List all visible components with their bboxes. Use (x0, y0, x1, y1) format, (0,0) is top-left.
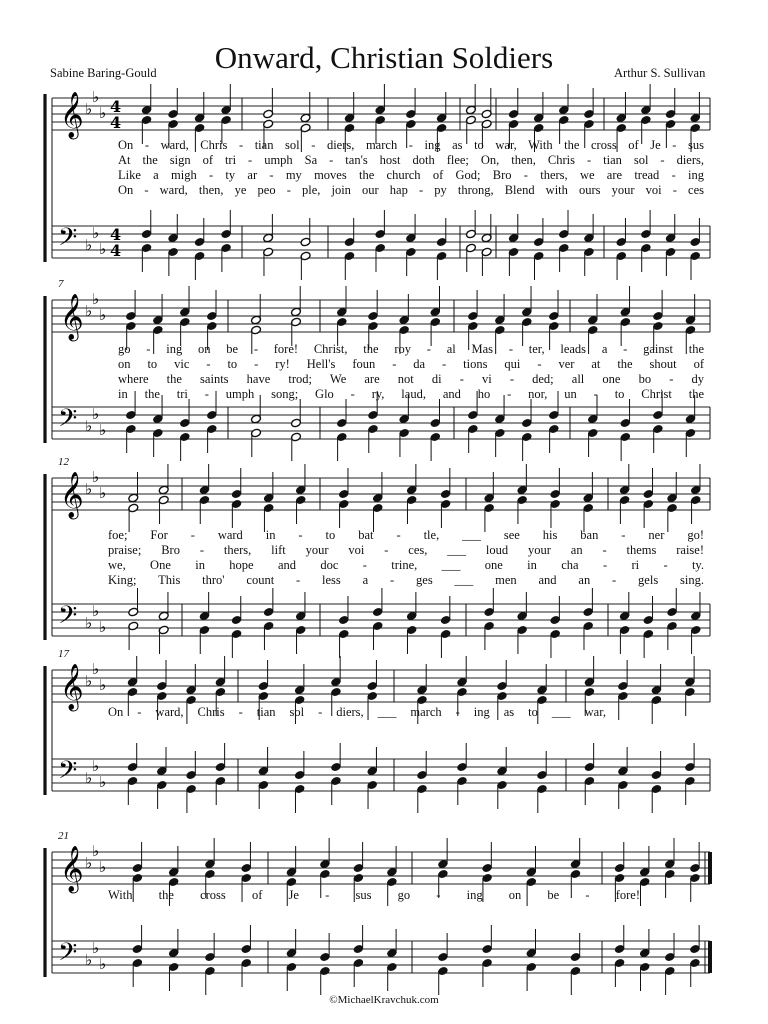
flat-sign: ♭ (99, 306, 107, 324)
time-signature: 4 (110, 97, 122, 116)
flat-sign: ♭ (99, 104, 107, 122)
lyric-verse-1: With the cross of Je - sus go - ing on be - fore! (108, 888, 640, 902)
flat-sign: ♭ (99, 240, 107, 258)
flat-sign: ♭ (92, 660, 100, 678)
flat-sign: ♭ (92, 405, 100, 423)
flat-sign: ♭ (85, 769, 93, 787)
bass-clef: 𝄢 (58, 756, 78, 791)
flat-sign: ♭ (99, 676, 107, 694)
flat-sign: ♭ (99, 618, 107, 636)
composer-credit: Arthur S. Sullivan (614, 66, 706, 80)
flat-sign: ♭ (85, 672, 93, 690)
flat-sign: ♭ (99, 858, 107, 876)
flat-sign: ♭ (99, 421, 107, 439)
lyric-verse-3: where the saints have trod; We are not di - vi - ded; all one bo - dy (118, 372, 704, 386)
flat-sign: ♭ (99, 773, 107, 791)
measure-number: 21 (58, 830, 69, 842)
flat-sign: ♭ (85, 236, 93, 254)
lyric-verse-3: we, One in hope and doc - trine, ___ one in cha - ri - ty. (108, 558, 704, 572)
lyricist-credit: Sabine Baring-Gould (50, 66, 157, 80)
time-signature: 4 (110, 241, 122, 260)
measure-number: 17 (58, 648, 69, 660)
footer-copyright: ©MichaelKravchuk.com (329, 994, 439, 1006)
lyric-verse-1: On - ward, Chris - tian sol - diers, march - ing as to war, With the cross of Je - sus (118, 138, 704, 152)
lyric-verse-1: go - ing on be - fore! Christ, the roy - al Mas - ter, leads a - gainst the (118, 342, 704, 356)
bass-clef: 𝄢 (58, 404, 78, 439)
flat-sign: ♭ (85, 614, 93, 632)
treble-clef: 𝄞 (60, 92, 84, 138)
flat-sign: ♭ (92, 842, 100, 860)
lyric-verse-1: On - ward, Chris - tian sol - diers, ___ march - ing as to ___ war, (108, 705, 606, 719)
flat-sign: ♭ (85, 302, 93, 320)
flat-sign: ♭ (92, 602, 100, 620)
lyric-verse-4: King; This thro' count - less a - ges ___ men and an - gels sing. (108, 573, 704, 587)
flat-sign: ♭ (92, 468, 100, 486)
flat-sign: ♭ (85, 951, 93, 969)
flat-sign: ♭ (92, 939, 100, 957)
flat-sign: ♭ (85, 854, 93, 872)
measure-number: 12 (58, 456, 69, 468)
lyric-verse-3: Like a migh - ty ar - my moves the church of God; Bro - thers, we are tread - ing (118, 168, 704, 182)
flat-sign: ♭ (85, 480, 93, 498)
flat-sign: ♭ (92, 224, 100, 242)
lyric-verse-1: foe; For - ward in - to bat - tle, ___ see his ban - ner go! (108, 528, 704, 542)
flat-sign: ♭ (85, 100, 93, 118)
page-title: Onward, Christian Soldiers (214, 40, 554, 75)
time-signature: 4 (110, 113, 122, 132)
flat-sign: ♭ (92, 88, 100, 106)
lyric-verse-4: in the tri - umph song; Glo - ry, laud, and ho - nor, un - to Christ the (118, 387, 704, 401)
lyric-verse-2: praise; Bro - thers, lift your voi - ces, ___ loud your an - thems raise! (108, 543, 704, 557)
treble-clef: 𝄞 (60, 846, 84, 892)
time-signature: 4 (110, 225, 122, 244)
flat-sign: ♭ (92, 290, 100, 308)
bass-clef: 𝄢 (58, 601, 78, 636)
flat-sign: ♭ (92, 757, 100, 775)
lyric-verse-4: On - ward, then, ye peo - ple, join our hap - py throng, Blend with ours your voi - ces (118, 183, 704, 197)
treble-clef: 𝄞 (60, 294, 84, 340)
lyric-verse-2: on to vic - to - ry! Hell's foun - da - tions qui - ver at the shout of (118, 357, 704, 371)
treble-clef: 𝄞 (60, 664, 84, 710)
flat-sign: ♭ (85, 417, 93, 435)
flat-sign: ♭ (99, 484, 107, 502)
flat-sign: ♭ (99, 955, 107, 973)
lyric-verse-2: At the sign of tri - umph Sa - tan's host doth flee; On, then, Chris - tian sol - diers, (118, 153, 704, 167)
measure-number: 7 (58, 278, 64, 290)
bass-clef: 𝄢 (58, 938, 78, 973)
treble-clef: 𝄞 (60, 472, 84, 518)
bass-clef: 𝄢 (58, 223, 78, 258)
